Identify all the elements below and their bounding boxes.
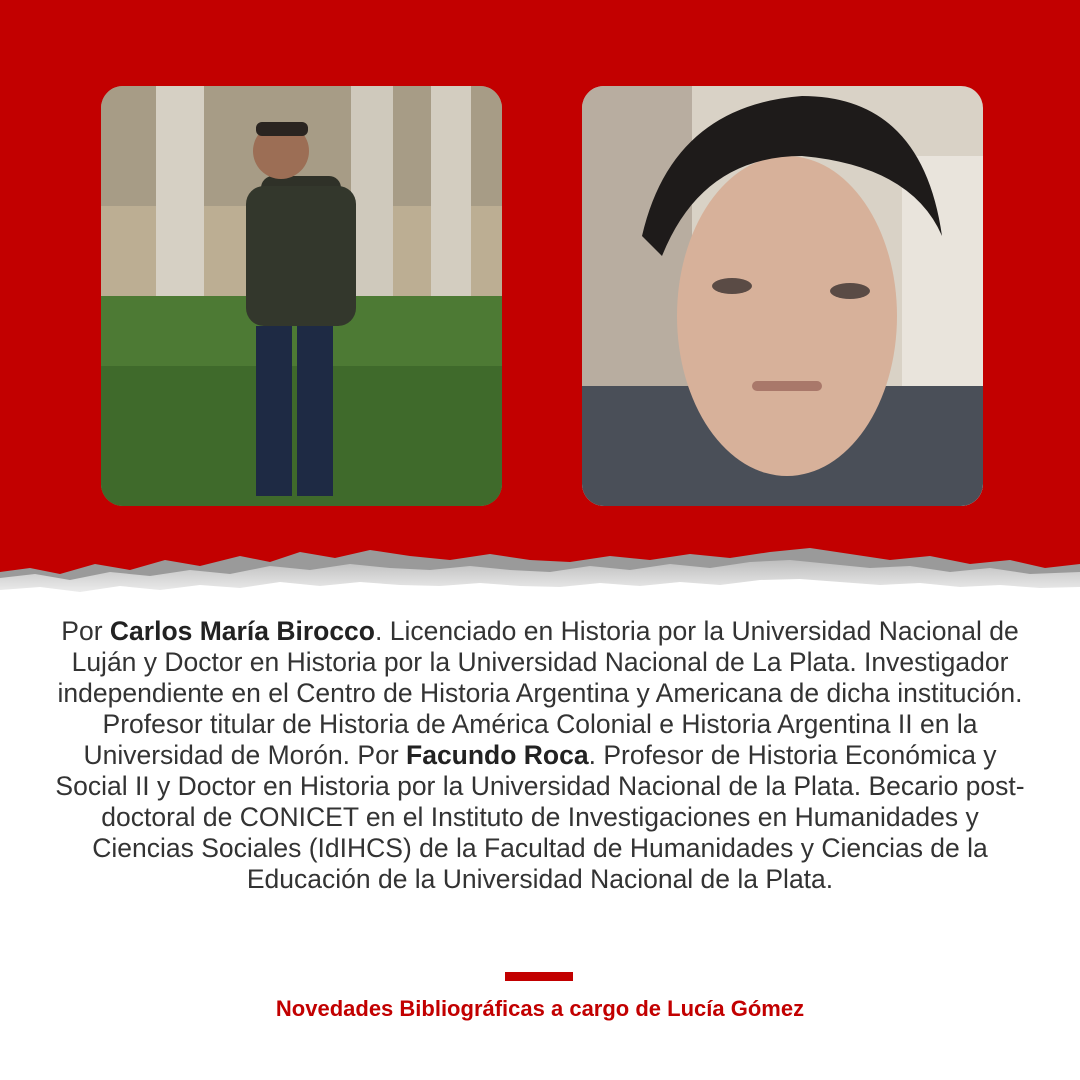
bio-text-3: . Profesor de Historia Económica y Social II y Doctor en Historia por la Universidad Nacional de la Plata. Becario post-doctoral de CONICET en el Instituto de Investigaciones en Humanidades y Ciencias Sociales (IdIHCS) de la Facultad de Humanidades y Ciencias de la Educación de la Universidad Nacional de la Plata. [55, 740, 1025, 894]
author-name-1: Carlos María Birocco [109, 616, 375, 646]
divider-bar [505, 972, 573, 981]
photo-facundo-roca [582, 86, 983, 506]
author-name-2: Facundo Roca [406, 740, 589, 770]
bio-text-2: . Licenciado en Historia por la Universidad Nacional de Luján y Doctor en Historia por la Universidad Nacional de La Plata. Investigador independiente en el Centro de Historia Argentina y Americana de dicha institución. Profesor titular de Historia de América Colonial e Historia Argentina II en la Universidad de Morón. Por [57, 616, 1023, 770]
torn-paper-edge [0, 530, 1080, 620]
credit-line: Novedades Bibliográficas a cargo de Lucía Gómez [275, 996, 805, 1021]
photo-carlos-maria-birocco [101, 86, 502, 506]
bio-text-1: Por [61, 616, 110, 646]
bio-paragraph [50, 616, 1030, 895]
